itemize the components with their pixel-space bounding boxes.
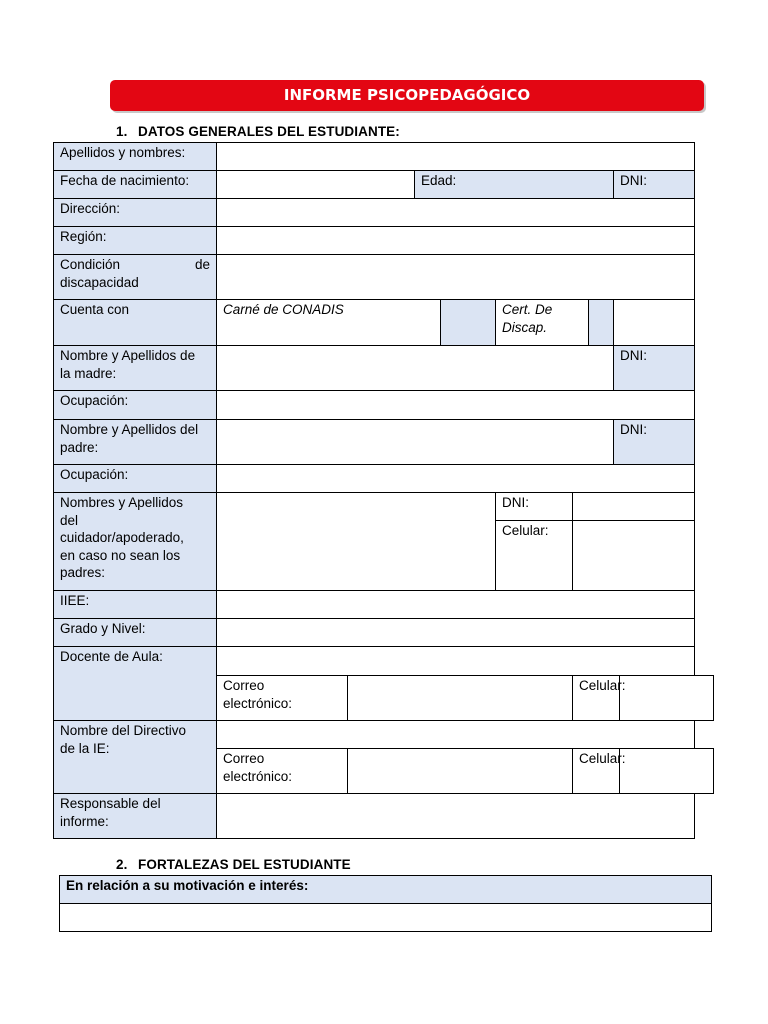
- label-apellidos: Apellidos y nombres:: [54, 143, 217, 171]
- field-iiee[interactable]: [217, 591, 695, 619]
- field-cuenta-otro[interactable]: [614, 300, 695, 346]
- field-region[interactable]: [217, 227, 695, 255]
- field-grado-nivel[interactable]: [217, 619, 695, 647]
- label-correo-directivo-line1: Correo: [223, 751, 265, 766]
- label-cuenta-con: Cuenta con: [54, 300, 217, 346]
- field-dni-cuidador[interactable]: [573, 493, 695, 521]
- label-docente-aula: Docente de Aula:: [54, 647, 217, 721]
- field-nombre-padre[interactable]: [217, 420, 614, 465]
- label-correo-docente-line1: Correo: [223, 678, 265, 693]
- strengths-table: [59, 875, 712, 932]
- label-condicion-word3: discapacidad: [60, 274, 139, 290]
- label-directivo-line1: Nombre del Directivo: [60, 723, 187, 738]
- label-responsable: [54, 794, 217, 839]
- label-grado-nivel: Grado y Nivel:: [54, 619, 217, 647]
- label-directivo: [54, 721, 217, 794]
- field-docente-aula[interactable]: [217, 647, 695, 676]
- field-ocupacion-madre[interactable]: [217, 391, 695, 420]
- label-ocupacion-madre: Ocupación:: [54, 391, 217, 420]
- field-nombre-madre[interactable]: [217, 346, 614, 391]
- label-fecha-nacimiento: Fecha de nacimiento:: [54, 171, 217, 199]
- label-responsable-line1: Responsable del: [60, 796, 161, 811]
- label-nombre-padre: [54, 420, 217, 465]
- field-dni-madre[interactable]: [614, 346, 695, 391]
- field-celular-directivo[interactable]: [620, 749, 714, 794]
- label-responsable-line2: informe:: [60, 813, 109, 829]
- label-dni-cuidador: DNI:: [496, 493, 573, 521]
- label-dni-estudiante: DNI:: [620, 173, 647, 188]
- field-celular-docente[interactable]: [620, 676, 714, 721]
- label-directivo-line2: de la IE:: [60, 740, 110, 756]
- label-madre-line1: Nombre y Apellidos de: [60, 348, 196, 363]
- label-ocupacion-padre: Ocupación:: [54, 465, 217, 493]
- label-nombre-madre: [54, 346, 217, 391]
- label-correo-directivo: [217, 749, 348, 794]
- label-correo-docente: [217, 676, 348, 721]
- label-iiee: IIEE:: [54, 591, 217, 619]
- label-cuidador-line4: en caso no sean los: [60, 547, 181, 563]
- section-1-number: 1.: [116, 124, 128, 139]
- field-correo-directivo[interactable]: [348, 749, 573, 794]
- field-apellidos[interactable]: [217, 143, 695, 171]
- section-2-title: FORTALEZAS DEL ESTUDIANTE: [138, 857, 351, 872]
- label-celular-directivo: Celular:: [573, 749, 620, 794]
- label-dni-madre: DNI:: [620, 348, 647, 363]
- field-condicion-discapacidad[interactable]: [217, 255, 695, 300]
- field-nombre-cuidador[interactable]: [217, 493, 496, 591]
- label-edad: Edad:: [421, 173, 457, 188]
- field-celular-cuidador[interactable]: [573, 521, 695, 591]
- cert-line1: Cert. De: [502, 302, 553, 317]
- label-madre-line2: la madre:: [60, 365, 117, 381]
- section-2-heading: [116, 857, 351, 872]
- cert-line2: Discap.: [502, 319, 548, 335]
- label-padre-line2: padre:: [60, 439, 99, 455]
- label-cuidador: [54, 493, 217, 591]
- field-motivacion[interactable]: [60, 904, 712, 932]
- label-correo-docente-line2: electrónico:: [223, 695, 293, 711]
- report-title: INFORME PSICOPEDAGÓGICO: [283, 86, 531, 104]
- label-padre-line1: Nombre y Apellidos del: [60, 422, 199, 437]
- label-correo-directivo-line2: electrónico:: [223, 768, 293, 784]
- field-direccion[interactable]: [217, 199, 695, 227]
- section-1-title: DATOS GENERALES DEL ESTUDIANTE:: [138, 124, 400, 139]
- field-dni-estudiante[interactable]: [614, 171, 695, 199]
- field-fecha-nacimiento[interactable]: [217, 171, 415, 199]
- option-cert-discap: [496, 300, 589, 346]
- label-condicion-word2: de: [194, 257, 210, 272]
- label-motivacion: En relación a su motivación e interés:: [60, 876, 712, 904]
- label-cuidador-line5: padres:: [60, 565, 106, 580]
- label-condicion-discapacidad: [54, 255, 217, 300]
- section-2-number: 2.: [116, 857, 128, 872]
- student-data-table: [53, 142, 714, 839]
- checkbox-carne-conadis[interactable]: [441, 300, 496, 346]
- report-title-banner: [110, 80, 704, 111]
- checkbox-cert-discap[interactable]: [589, 300, 614, 346]
- field-dni-padre[interactable]: [614, 420, 695, 465]
- field-edad[interactable]: [415, 171, 614, 199]
- field-ocupacion-padre[interactable]: [217, 465, 695, 493]
- label-cuidador-line2: del: [60, 512, 79, 528]
- label-dni-padre: DNI:: [620, 422, 647, 437]
- label-region: Región:: [54, 227, 217, 255]
- option-carne-conadis: Carné de CONADIS: [217, 300, 441, 346]
- label-condicion-word1: Condición: [60, 257, 121, 272]
- field-responsable[interactable]: [217, 794, 695, 839]
- label-celular-cuidador: Celular:: [496, 521, 573, 591]
- field-directivo[interactable]: [217, 721, 695, 749]
- label-celular-docente: Celular:: [573, 676, 620, 721]
- label-direccion: Dirección:: [54, 199, 217, 227]
- section-1-heading: [116, 124, 400, 139]
- label-cuidador-line1: Nombres y Apellidos: [60, 495, 184, 510]
- field-correo-docente[interactable]: [348, 676, 573, 721]
- label-cuidador-line3: cuidador/apoderado,: [60, 530, 184, 545]
